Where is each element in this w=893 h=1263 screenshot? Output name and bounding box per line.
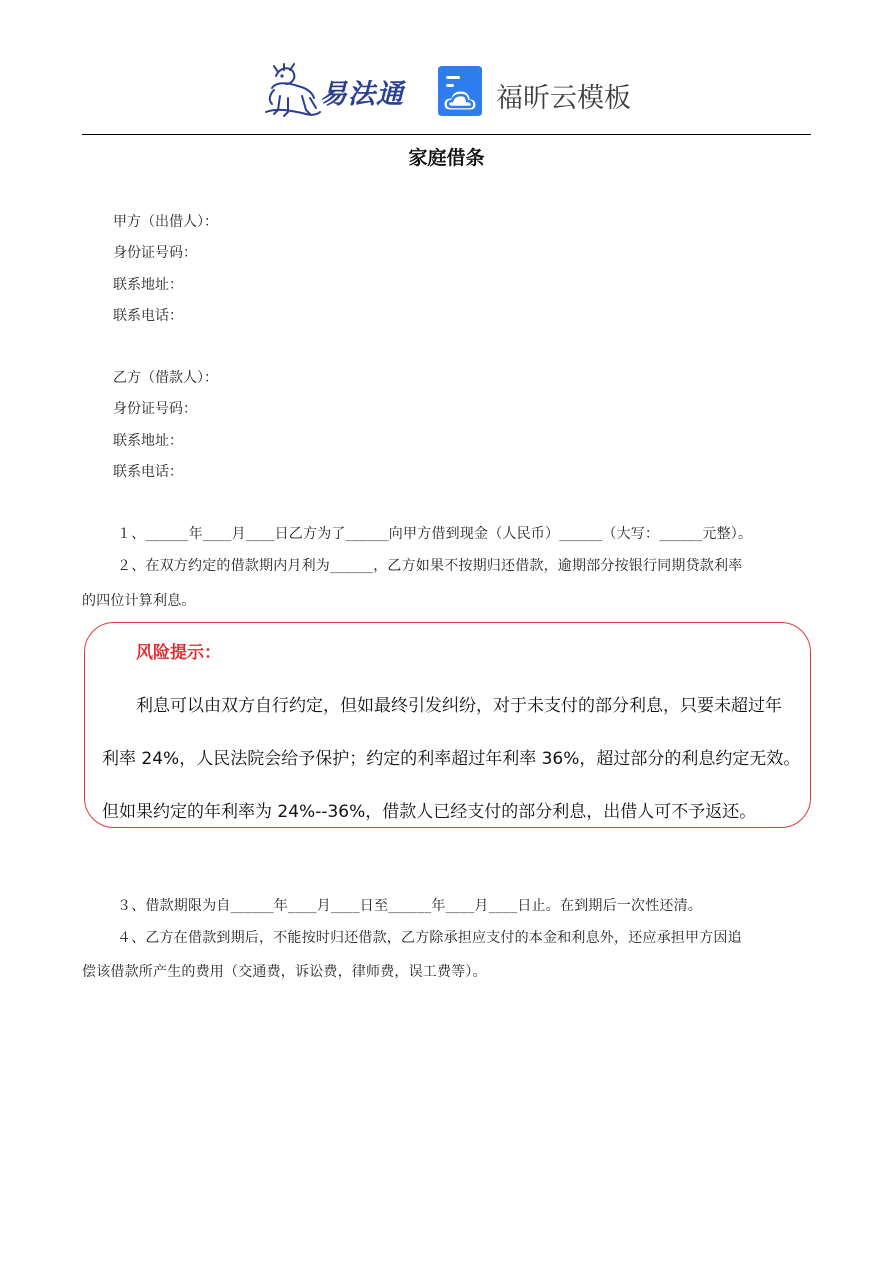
party-a-address-label: 联系地址：: [113, 277, 183, 293]
header-divider: [82, 134, 811, 135]
fuxin-cloud-logo-text: 福昕云模板: [496, 83, 631, 114]
party-b-address-label: 联系地址：: [113, 433, 183, 449]
qilin-icon: [262, 62, 322, 120]
party-a-phone-label: 联系电话：: [113, 308, 183, 324]
risk-notice-line-3: 但如果约定的年利率为 24%--36%，借款人已经支付的部分利息，出借人可不予返还。: [102, 802, 757, 822]
document-title: 家庭借条: [408, 147, 485, 169]
party-a-label: 甲方（出借人）：: [113, 214, 218, 230]
risk-notice-line-2: 利率 24%，人民法院会给予保护；约定的利率超过年利率 36%，超过部分的利息约定无效。: [102, 749, 801, 769]
party-b-label: 乙方（借款人）：: [113, 370, 218, 386]
party-a-id-label: 身份证号码：: [113, 245, 197, 261]
risk-notice-title: 风险提示：: [136, 643, 221, 663]
clause-4-line-2: 偿该借款所产生的费用（交通费，诉讼费，律师费，误工费等）。: [82, 964, 487, 980]
party-b-id-label: 身份证号码：: [113, 401, 197, 417]
clause-2-line-1: ２、在双方约定的借款期内月利为______，乙方如果不按期归还借款，逾期部分按银行同期贷款利率: [117, 558, 743, 574]
fuxin-cloud-logo: [434, 64, 644, 122]
clause-3: ３、借款期限为自______年____月____日至______年____月____日止。在到期后一次性还清。: [117, 898, 702, 914]
clause-4-line-1: ４、乙方在借款到期后，不能按时归还借款，乙方除承担应支付的本金和利息外，还应承担甲方因追: [117, 930, 742, 946]
party-b-phone-label: 联系电话：: [113, 464, 183, 480]
clause-1: １、______年____月____日乙方为了______向甲方借到现金（人民币）______（大写：______元整）。: [117, 526, 753, 542]
risk-notice-line-1: 利息可以由双方自行约定，但如最终引发纠纷，对于未支付的部分利息，只要未超过年: [136, 696, 782, 716]
yifatong-logo-text: 易法通: [320, 79, 404, 110]
yifatong-logo: [262, 62, 412, 120]
clause-2-line-2: 的四位计算利息。: [82, 593, 196, 609]
cloud-document-icon: [434, 64, 486, 118]
page-header: [0, 58, 893, 128]
